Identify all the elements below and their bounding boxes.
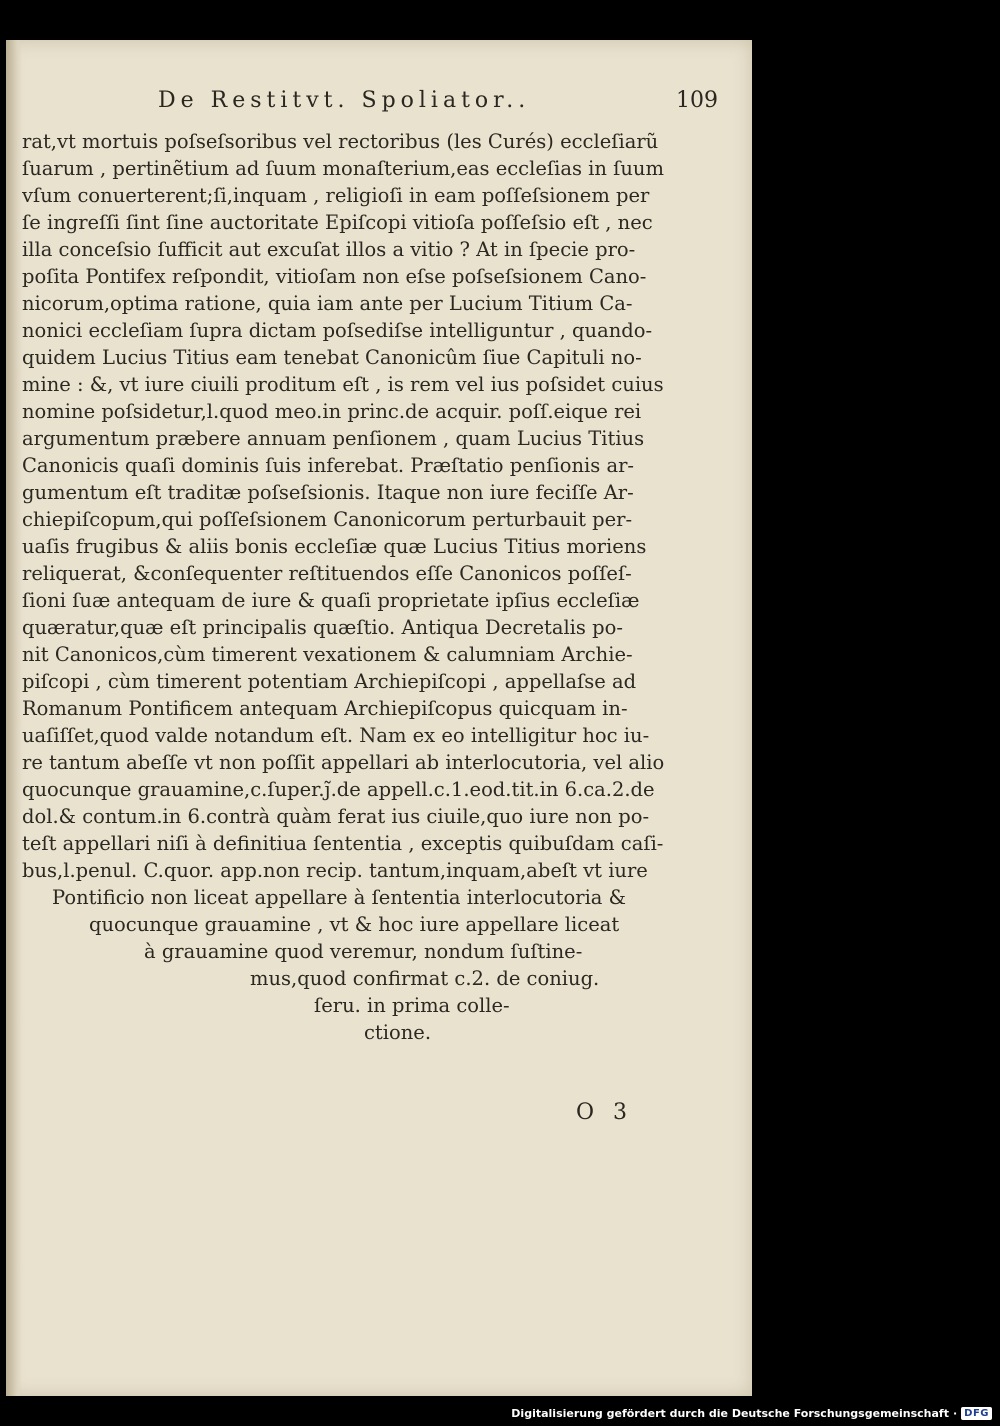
text-line: nonici eccleſiam ſupra dictam poſsediſse intelliguntur , quando-	[22, 319, 653, 342]
text-line: vſum conuerterent;ſi,inquam , religioſi in eam poſſeſsionem per	[22, 184, 650, 207]
text-line: nomine poſsidetur,l.quod meo.in princ.de acquir. poſſ.eique rei	[22, 400, 642, 423]
signature-mark: O 3	[576, 1100, 628, 1125]
body-text	[22, 128, 742, 1046]
page-gutter-edge	[6, 40, 22, 1396]
text-line: ſe ingreſſi ſint ſine auctoritate Epiſcopi vitioſa poſſeſsio eſt , nec	[22, 211, 653, 234]
text-line: ſeru. in prima colle-	[314, 994, 510, 1017]
text-line: re tantum abeſſe vt non poſſit appellari ab interlocutoria, vel alio	[22, 751, 665, 774]
text-line: argumentum præbere annuam penſionem , quam Lucius Titius	[22, 427, 645, 450]
text-line: piſcopi , cùm timerent potentiam Archiepiſcopi , appellaſse ad	[22, 670, 637, 693]
page-number: 109	[676, 88, 718, 113]
text-line: gumentum eſt traditæ poſseſsionis. Itaque non iure feciſſe Ar-	[22, 481, 634, 504]
text-line: rat,vt mortuis poſseſsoribus vel rectoribus (les Curés) eccleſiarũ	[22, 130, 659, 153]
text-line: quocunque grauamine,c.ſuper.ȷ̃.de appell.c.1.eod.tit.in 6.ca.2.de	[22, 778, 655, 801]
book-page	[6, 40, 752, 1396]
text-line: mus,quod confirmat c.2. de coniug.	[250, 967, 600, 990]
digitization-footer	[511, 1404, 992, 1422]
text-line: quæratur,quæ eſt principalis quæſtio. Antiqua Decretalis po-	[22, 616, 623, 639]
footer-credit: Digitalisierung gefördert durch die Deutsche Forschungsgemeinschaft	[511, 1406, 949, 1420]
text-line: quidem Lucius Titius eam tenebat Canonicûm ſiue Capituli no-	[22, 346, 642, 369]
text-line: bus,l.penul. C.quor. app.non recip. tantum,inquam,abeſt vt iure	[22, 859, 648, 882]
text-line: Pontificio non liceat appellare à ſententia interlocutoria &	[52, 886, 626, 909]
text-line: illa conceſsio ſufficit aut excuſat illos a vitio ? At in ſpecie pro-	[22, 238, 636, 261]
text-line: teſt appellari niſi à definitiua ſententia , exceptis quibuſdam caſi-	[22, 832, 664, 855]
text-line: quocunque grauamine , vt & hoc iure appellare liceat	[89, 913, 620, 936]
text-line: dol.& contum.in 6.contrà quàm ferat ius ciuile,quo iure non po-	[22, 805, 650, 828]
text-line: nicorum,optima ratione, quia iam ante per Lucium Titium Ca-	[22, 292, 633, 315]
dfg-logo-icon: DFG	[961, 1407, 992, 1420]
text-line: uaſis frugibus & aliis bonis eccleſiæ quæ Lucius Titius moriens	[22, 535, 647, 558]
text-line: ctione.	[364, 1021, 432, 1044]
footer-separator: ·	[952, 1406, 958, 1420]
text-line: nit Canonicos,cùm timerent vexationem & calumniam Archie-	[22, 643, 633, 666]
text-line: mine : &, vt iure ciuili proditum eſt , is rem vel ius poſsidet cuius	[22, 373, 664, 396]
text-line: uaſiſſet,quod valde notandum eſt. Nam ex eo intelligitur hoc iu-	[22, 724, 650, 747]
text-line: chiepiſcopum,qui poſſeſsionem Canonicorum perturbauit per-	[22, 508, 633, 531]
running-head: De Restitvt. Spoliator..	[158, 88, 531, 113]
text-line: reliquerat, &conſequenter reſtituendos eſſe Canonicos poſſeſ-	[22, 562, 632, 585]
text-line: ſioni ſuæ antequam de iure & quaſi proprietate ipſius eccleſiæ	[22, 589, 640, 612]
text-line: poſita Pontifex reſpondit, vitioſam non eſse poſseſsionem Cano-	[22, 265, 647, 288]
text-line: à grauamine quod veremur, nondum ſuſtine-	[144, 940, 583, 963]
text-line: ſuarum , pertinẽtium ad ſuum monaſterium,eas eccleſias in ſuum	[22, 157, 664, 180]
text-line: Canonicis quaſi dominis ſuis inferebat. Præſtatio penſionis ar-	[22, 454, 635, 477]
text-line: Romanum Pontificem antequam Archiepiſcopus quicquam in-	[22, 697, 628, 720]
